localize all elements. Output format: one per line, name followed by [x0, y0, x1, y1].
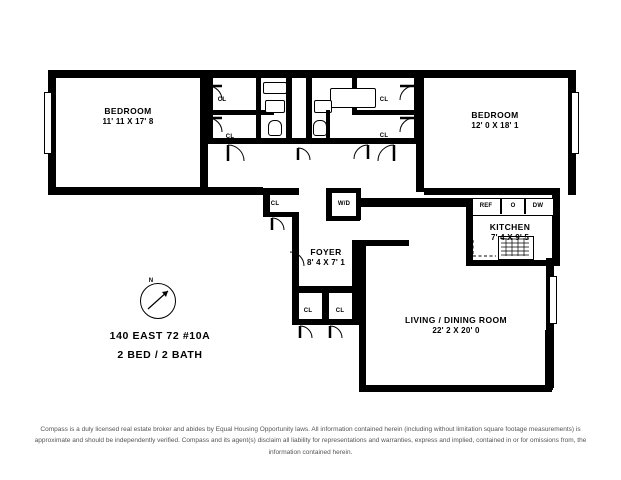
closet-label-4: CL	[379, 133, 389, 139]
room-dim: 7' 4 X 9' 5	[490, 232, 530, 242]
closet-label-1: CL	[217, 97, 227, 103]
room-dim: 22' 2 X 20' 0	[432, 325, 480, 335]
listing-title	[60, 330, 260, 361]
room-label-foyer	[288, 247, 364, 268]
closet-label-3: CL	[379, 97, 389, 103]
listing-address: 140 EAST 72 #10A	[109, 330, 211, 342]
room-name: KITCHEN	[489, 222, 531, 232]
room-label-living-dining	[392, 315, 520, 336]
room-dim: 11' 11 X 17' 8	[102, 116, 154, 126]
room-name: BEDROOM	[104, 106, 152, 116]
closet-label-6: CL	[303, 308, 313, 314]
closet-label-5: CL	[270, 201, 280, 207]
room-dim: 8' 4 X 7' 1	[306, 257, 346, 267]
disclaimer-text: Compass is a duly licensed real estate broker and abides by Equal Housing Opportunity laws. All information contained herein (including without limitation square footage measurements) is approximate and should be independently verified. Compass and its agent(s) disclaim all liability for representations and warranties, express and implied, contained in or for omissions from, the information contained herein.	[34, 426, 587, 456]
room-name: LIVING / DINING ROOM	[405, 315, 507, 325]
room-name: FOYER	[310, 247, 342, 257]
room-label-kitchen	[465, 222, 555, 243]
appliance-label-wd: W/D	[337, 201, 351, 207]
appliance-label-oven: O	[510, 203, 516, 209]
room-label-bedroom-1	[78, 106, 178, 127]
closet-label-7: CL	[335, 308, 345, 314]
closet-label-2: CL	[225, 134, 235, 140]
appliance-label-dw: DW	[532, 203, 544, 209]
room-dim: 12' 0 X 18' 1	[471, 120, 519, 130]
compass-label: N	[148, 278, 154, 284]
room-label-bedroom-2	[440, 110, 550, 131]
appliance-label-ref: REF	[479, 203, 493, 209]
listing-beds-baths: 2 BED / 2 BATH	[117, 349, 203, 361]
room-name: BEDROOM	[471, 110, 519, 120]
